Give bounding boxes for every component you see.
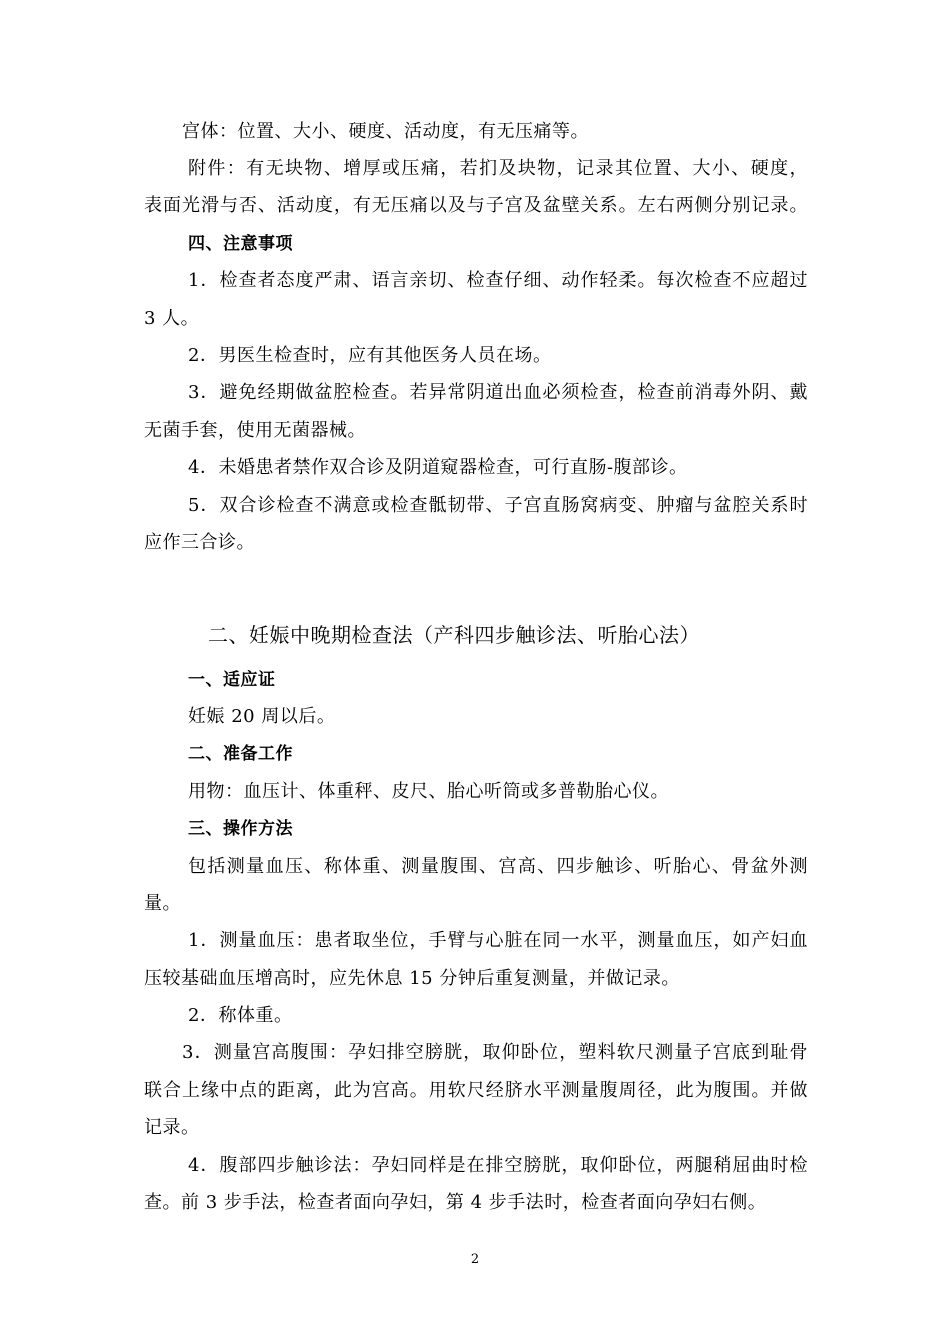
step-4-line1: 4．腹部四步触诊法：孕妇同样是在排空膀胱，取仰卧位，两腿稍屈曲时检 <box>188 1155 808 1176</box>
preparation-text: 用物：血压计、体重秤、皮尺、胎心听筒或多普勒胎心仪。 <box>188 781 669 802</box>
procedure-intro-line2: 量。 <box>144 893 181 914</box>
step-3-line3: 记录。 <box>144 1117 200 1138</box>
heading-precautions: 四、注意事项 <box>188 234 293 254</box>
precaution-5-line1: 5．双合诊检查不满意或检查骶韧带、子宫直肠窝病变、肿瘤与盆腔关系时 <box>188 495 808 516</box>
precaution-3-line2: 无菌手套，使用无菌器械。 <box>144 420 366 441</box>
precaution-1-line2: 3 人。 <box>144 308 200 329</box>
heading-indications: 一、适应证 <box>188 670 276 690</box>
step-1-line1: 1．测量血压：患者取坐位，手臂与心脏在同一水平，测量血压，如产妇血 <box>188 930 808 951</box>
page-number: 2 <box>470 1252 480 1267</box>
precaution-2: 2．男医生检查时，应有其他医务人员在场。 <box>188 345 552 366</box>
step-1-line2: 压较基础血压增高时，应先休息 15 分钟后重复测量，并做记录。 <box>144 968 680 989</box>
indications-text: 妊娠 20 周以后。 <box>188 706 336 727</box>
paragraph-adnexa-line2: 表面光滑与否、活动度，有无压痛以及与子宫及盆壁关系。左右两侧分别记录。 <box>144 195 808 216</box>
precaution-3-line1: 3．避免经期做盆腔检查。若异常阴道出血必须检查，检查前消毒外阴、戴 <box>188 382 808 403</box>
paragraph-uterus-body: 宫体：位置、大小、硬度、活动度，有无压痛等。 <box>182 121 589 142</box>
heading-preparation: 二、准备工作 <box>188 744 293 764</box>
step-3-line1: 3．测量宫高腹围：孕妇排空膀胱，取仰卧位，塑料软尺测量子宫底到耻骨 <box>182 1042 808 1063</box>
precaution-1-line1: 1．检查者态度严肃、语言亲切、检查仔细、动作轻柔。每次检查不应超过 <box>188 270 808 291</box>
step-4-line2: 查。前 3 步手法，检查者面向孕妇，第 4 步手法时，检查者面向孕妇右侧。 <box>144 1192 767 1213</box>
step-2: 2．称体重。 <box>188 1005 293 1026</box>
precaution-5-line2: 应作三合诊。 <box>144 532 255 553</box>
paragraph-adnexa-line1: 附件：有无块物、增厚或压痛，若扪及块物，记录其位置、大小、硬度， <box>188 158 808 179</box>
precaution-4: 4．未婚患者禁作双合诊及阴道窥器检查，可行直肠-腹部诊。 <box>188 457 688 478</box>
procedure-intro-line1: 包括测量血压、称体重、测量腹围、宫高、四步触诊、听胎心、骨盆外测 <box>188 856 808 877</box>
section-title-pregnancy-exam: 二、妊娠中晚期检查法（产科四步触诊法、听胎心法） <box>208 623 700 647</box>
heading-procedure: 三、操作方法 <box>188 819 293 839</box>
step-3-line2: 联合上缘中点的距离，此为宫高。用软尺经脐水平测量腹周径，此为腹围。并做 <box>144 1080 808 1101</box>
